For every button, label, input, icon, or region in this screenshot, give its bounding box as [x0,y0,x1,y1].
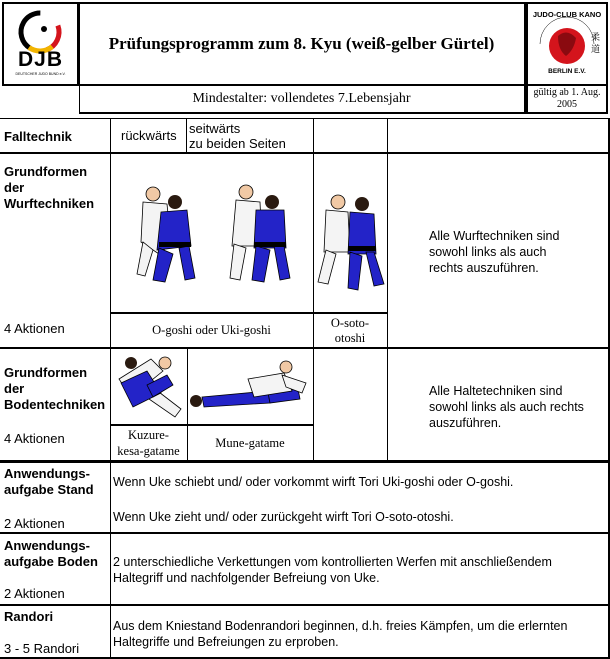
row-fall-opt1: rückwärts [121,128,177,143]
title-box [79,2,526,86]
row-holds-label-line3: Bodentechniken [4,397,106,412]
min-age: Mindestalter: vollendetes 7.Lebensjahr [192,91,411,106]
ogoshi-caption: O-goshi oder Uki-goshi [152,323,271,337]
row-stand-count: 2 Aktionen [4,516,65,531]
kesa-caption-line1: Kuzure- [128,428,169,442]
djb-logo-box [2,2,79,86]
valid-from [528,87,606,111]
kano-logo-bottom: BERLIN E.V. [548,68,586,75]
row-randori-label: Randori [4,609,54,624]
holds-note-line1: Alle Haltetechniken sind [429,384,563,398]
osoto-caption-cell [314,313,388,348]
kesa-caption-cell [111,425,188,461]
row-fall-label-cell [0,118,111,153]
throws-note-cell [388,152,610,348]
row-throws-label-cell [0,152,111,348]
kano-logo-top: JUDO-CLUB KANO [532,10,602,19]
kesa-caption-line2: kesa-gatame [117,444,180,458]
row-holds-label-line1: Grundformen [4,365,88,380]
row-holds-label-line2: der [4,381,25,396]
ogoshi-illustration [111,154,311,312]
row-stand-label-line1: Anwendungs- [4,466,90,481]
min-age-box [79,86,526,114]
row-stand-task1: Wenn Uke schiebt und/ oder vorkommt wirft Tori Uki-goshi oder O-goshi. [113,475,514,489]
throws-note-line3: rechts auszuführen. [429,261,539,275]
row-stand-label-line2: aufgabe Stand [4,482,94,497]
row-stand-label-cell [0,461,111,533]
row-fall-opt2-cell [187,118,314,153]
osoto-caption-line2: otoshi [334,331,366,345]
row-ground-label-line1: Anwendungs- [4,538,90,553]
row-randori-count: 3 - 5 Randori [4,641,80,656]
row-fall-opt2-line1: seitwärts [189,121,241,136]
row-randori-task-line1: Aus dem Kniestand Bodenrandori beginnen, d.h. freies Kämpfen, um die erlernten [113,619,568,633]
throws-note-line1: Alle Wurftechniken sind [429,229,560,243]
valid-box [526,86,608,114]
holds-note-line2: sowohl links als auch rechts [429,400,584,414]
row-ground-task-cell [111,532,610,605]
osoto-illustration [314,154,386,312]
holds-note-line3: auszuführen. [429,416,502,430]
djb-logo-subtext: DEUTSCHER JUDO BUND e.V. [15,72,66,76]
svg-text:道: 道 [591,45,601,55]
row-throws-count: 4 Aktionen [4,321,65,336]
row-fall-opt1-cell [111,118,187,153]
kuzure-kesa-illustration [111,349,186,424]
holds-empty-cell [314,347,388,461]
valid-line-2: 2005 [557,99,577,110]
mune-image-cell [188,347,314,425]
row-randori-task-cell [111,604,610,659]
row-stand-task-cell [111,461,610,533]
row-holds-count: 4 Aktionen [4,431,65,446]
mune-caption-cell [188,425,314,461]
row-holds-label-cell [0,347,111,461]
osoto-caption-line1: O-soto- [330,316,370,330]
djb-logo-text: DJB [17,48,63,71]
row-fall-empty-2 [388,118,610,153]
row-throws-label-line3: Wurftechniken [4,196,95,211]
osoto-image-cell [314,152,388,313]
page-title: Prüfungsprogramm zum 8. Kyu (weiß-gelber Gürtel) [108,34,495,53]
row-fall-label: Falltechnik [4,129,72,144]
row-ground-label-cell [0,532,111,605]
row-ground-count: 2 Aktionen [4,586,65,601]
kano-logo-box [526,2,608,86]
row-ground-label-line2: aufgabe Boden [4,554,98,569]
mune-gatame-illustration [188,349,312,424]
row-throws-label-line2: der [4,180,25,195]
row-stand-task2: Wenn Uke zieht und/ oder zurückgeht wirft Tori O-soto-otoshi. [113,510,454,524]
row-ground-task-line1: 2 unterschiedliche Verkettungen vom kontrollierten Werfen mit anschließendem [113,555,552,569]
ogoshi-image-cell [111,152,314,313]
valid-line-1: gültig ab 1. Aug. [533,87,601,98]
ogoshi-caption-cell [111,313,314,348]
svg-text:柔: 柔 [591,33,601,43]
row-fall-empty-1 [314,118,388,153]
kesa-image-cell [111,347,188,425]
throws-note-line2: sowohl links als auch [429,245,547,259]
row-throws-label-line1: Grundformen [4,164,88,179]
row-fall-opt2-line2: zu beiden Seiten [189,136,286,151]
row-randori-task-line2: Haltegriffe und Befreiungen zu erproben. [113,635,339,649]
row-randori-label-cell [0,604,111,659]
row-ground-task-line2: Haltegriff und nachfolgender Befreiung von Uke. [113,571,380,585]
holds-note-cell [388,347,610,461]
mune-caption: Mune-gatame [215,436,285,450]
